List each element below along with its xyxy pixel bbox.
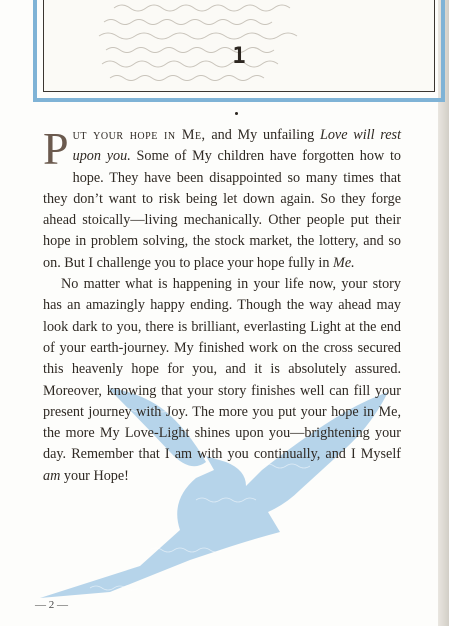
paragraph-2-text: your Hope!: [60, 467, 129, 484]
devotional-text: [43, 125, 401, 487]
paragraph-2-text: No matter what is happening in your life now, your story has an amazingly happy ending. Though the way ahead may look dark to you, there is brilliant, everlasting Light at the end of your earth-journey. My finished work on the cross secured this heavenly hope for you, and it is absolutely assured. Moreover, knowing that your story finishes well can fill your present journey with Joy. The more you put your hope in Me, the more My Love-Light shines upon you—brightening your day. Remember that I am with you continually, and I Myself: [43, 276, 401, 463]
emphasis-text: am: [43, 467, 61, 484]
emphasis-text: Me.: [333, 254, 355, 271]
lead-in: ut your hope in Me,: [72, 127, 206, 143]
paragraph-1: [43, 125, 401, 274]
paragraph-1-text: and My unfailing: [205, 127, 320, 143]
paragraph-2: [43, 274, 401, 487]
emphasis-text: Love will rest upon you.: [72, 127, 402, 165]
page-number: — 2 —: [35, 599, 68, 611]
day-number: 1: [232, 44, 246, 69]
drop-cap: P: [43, 123, 69, 174]
paragraph-1-text: Some of My children have forgotten how to hope. They have been disappointed so many times that they don’t want to risk being let down again. So they forge ahead stoically—living mechanically. Other people put their hope in problem solving, the stock market, the lottery, and so on. But I challenge you to place your hope fully in: [43, 148, 401, 271]
